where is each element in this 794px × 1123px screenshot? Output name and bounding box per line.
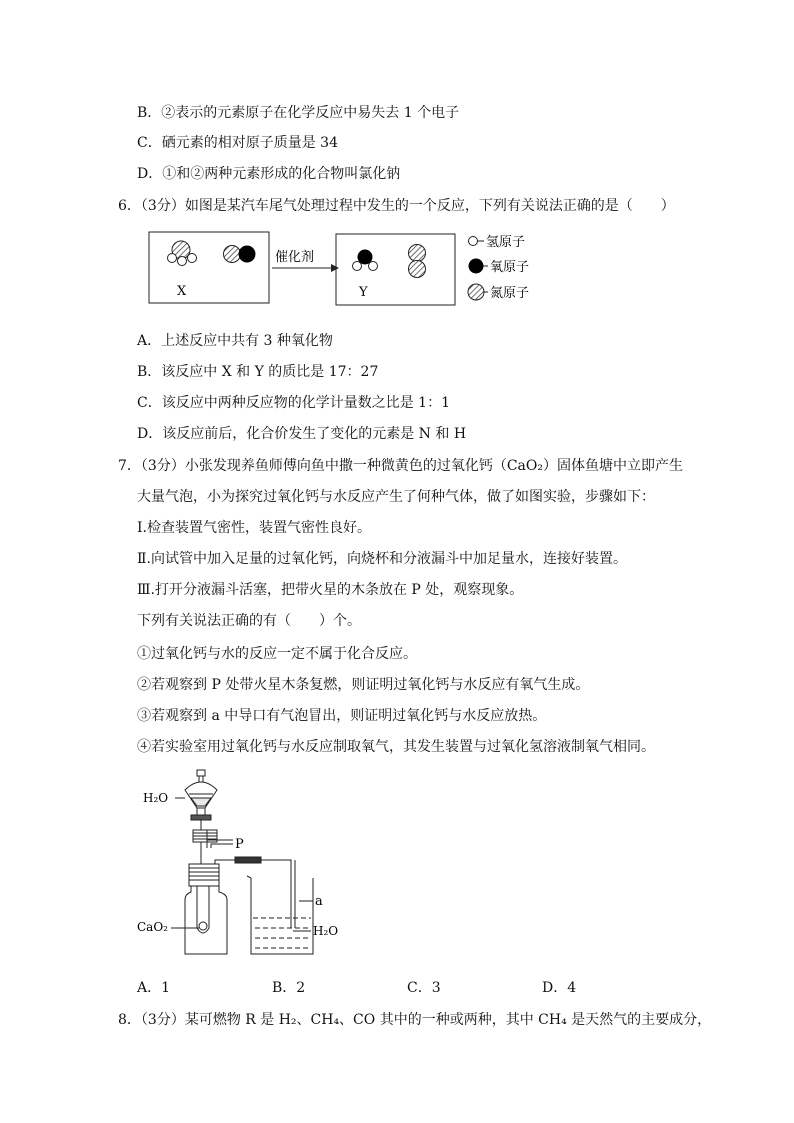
- nh3-molecule: [168, 241, 197, 266]
- q7-step-1: Ⅰ.检查装置气密性，装置气密性良好。: [137, 520, 371, 536]
- legend-hydrogen: [469, 235, 526, 250]
- legend-nitrogen: [468, 284, 529, 301]
- q7-option-b: B．2: [272, 980, 306, 996]
- q7-ask: 下列有关说法正确的有（ ）个。: [137, 613, 361, 629]
- q6-option-a: A．上述反应中共有 3 种氧化物: [137, 333, 333, 349]
- q7-option-d: D．4: [542, 980, 577, 996]
- svg-text:氢原子: 氢原子: [486, 235, 526, 250]
- q6-option-d: D．该反应前后，化合价发生了变化的元素是 N 和 H: [137, 426, 467, 442]
- cao2-label: CaO₂: [137, 920, 168, 934]
- q5-option-d: D．①和②两种元素形成的化合物叫氯化钠: [137, 166, 401, 182]
- q6-option-b: B．该反应中 X 和 Y 的质比是 17：27: [137, 364, 379, 380]
- y-label: Y: [359, 285, 368, 300]
- no-molecule: [224, 246, 256, 263]
- q6-reaction-figure: [145, 228, 565, 308]
- x-box: [149, 232, 269, 303]
- q7-step-2: Ⅱ.向试管中加入足量的过氧化钙，向烧杯和分液漏斗中加足量水，连接好装置。: [137, 551, 627, 567]
- q7-statement-3: ③若观察到 a 中导口有气泡冒出，则证明过氧化钙与水反应放热。: [137, 708, 547, 724]
- n2-molecule: [409, 245, 426, 278]
- q5-option-c: C．硒元素的相对原子质量是 34: [137, 135, 338, 151]
- q7-stem-line1: 7．（3分）小张发现养鱼师傅向鱼中撒一种微黄色的过氧化钙（CaO₂）固体鱼塘中立即产生: [118, 458, 683, 474]
- q6-stem: 6．（3分）如图是某汽车尾气处理过程中发生的一个反应，下列有关说法正确的是（ ）: [118, 198, 675, 214]
- q6-option-c: C．该反应中两种反应物的化学计量数之比是 1：1: [137, 395, 450, 411]
- h2o-funnel-label: H₂O: [143, 791, 169, 805]
- x-label: X: [177, 284, 187, 299]
- q7-option-a: A．1: [137, 980, 171, 996]
- catalyst-label: 催化剂: [275, 250, 315, 265]
- p-label: P: [235, 837, 244, 852]
- q7-statement-4: ④若实验室用过氧化钙与水反应制取氧气，其发生装置与过氧化氢溶液制氧气相同。: [137, 739, 655, 755]
- a-label: a: [315, 894, 323, 909]
- svg-text:氮原子: 氮原子: [490, 286, 530, 301]
- q7-options: [137, 977, 677, 997]
- svg-text:氧原子: 氧原子: [490, 260, 530, 275]
- q7-statement-1: ①过氧化钙与水的反应一定不属于化合反应。: [137, 646, 417, 662]
- h2o-beaker-label: H₂O: [313, 924, 339, 938]
- q7-option-c: C．3: [407, 980, 441, 996]
- q7-statement-2: ②若观察到 P 处带火星木条复燃，则证明过氧化钙与水反应有氧气生成。: [137, 677, 590, 693]
- legend-oxygen: [469, 259, 530, 276]
- q7-apparatus-figure: [135, 768, 355, 958]
- q5-option-b: B．②表示的元素原子在化学反应中易失去 1 个电子: [137, 105, 460, 121]
- h2o-molecule: [353, 250, 378, 271]
- q7-step-3: Ⅲ.打开分液漏斗活塞，把带火星的木条放在 P 处，观察现象。: [137, 582, 524, 598]
- q7-stem-line2: 大量气泡，小为探究过氧化钙与水反应产生了何种气体，做了如图实验，步骤如下：: [137, 489, 655, 505]
- q8-stem: 8．（3分）某可燃物 R 是 H₂、CH₄、CO 其中的一种或两种，其中 CH₄ 是天然气的主要成分，: [118, 1012, 712, 1028]
